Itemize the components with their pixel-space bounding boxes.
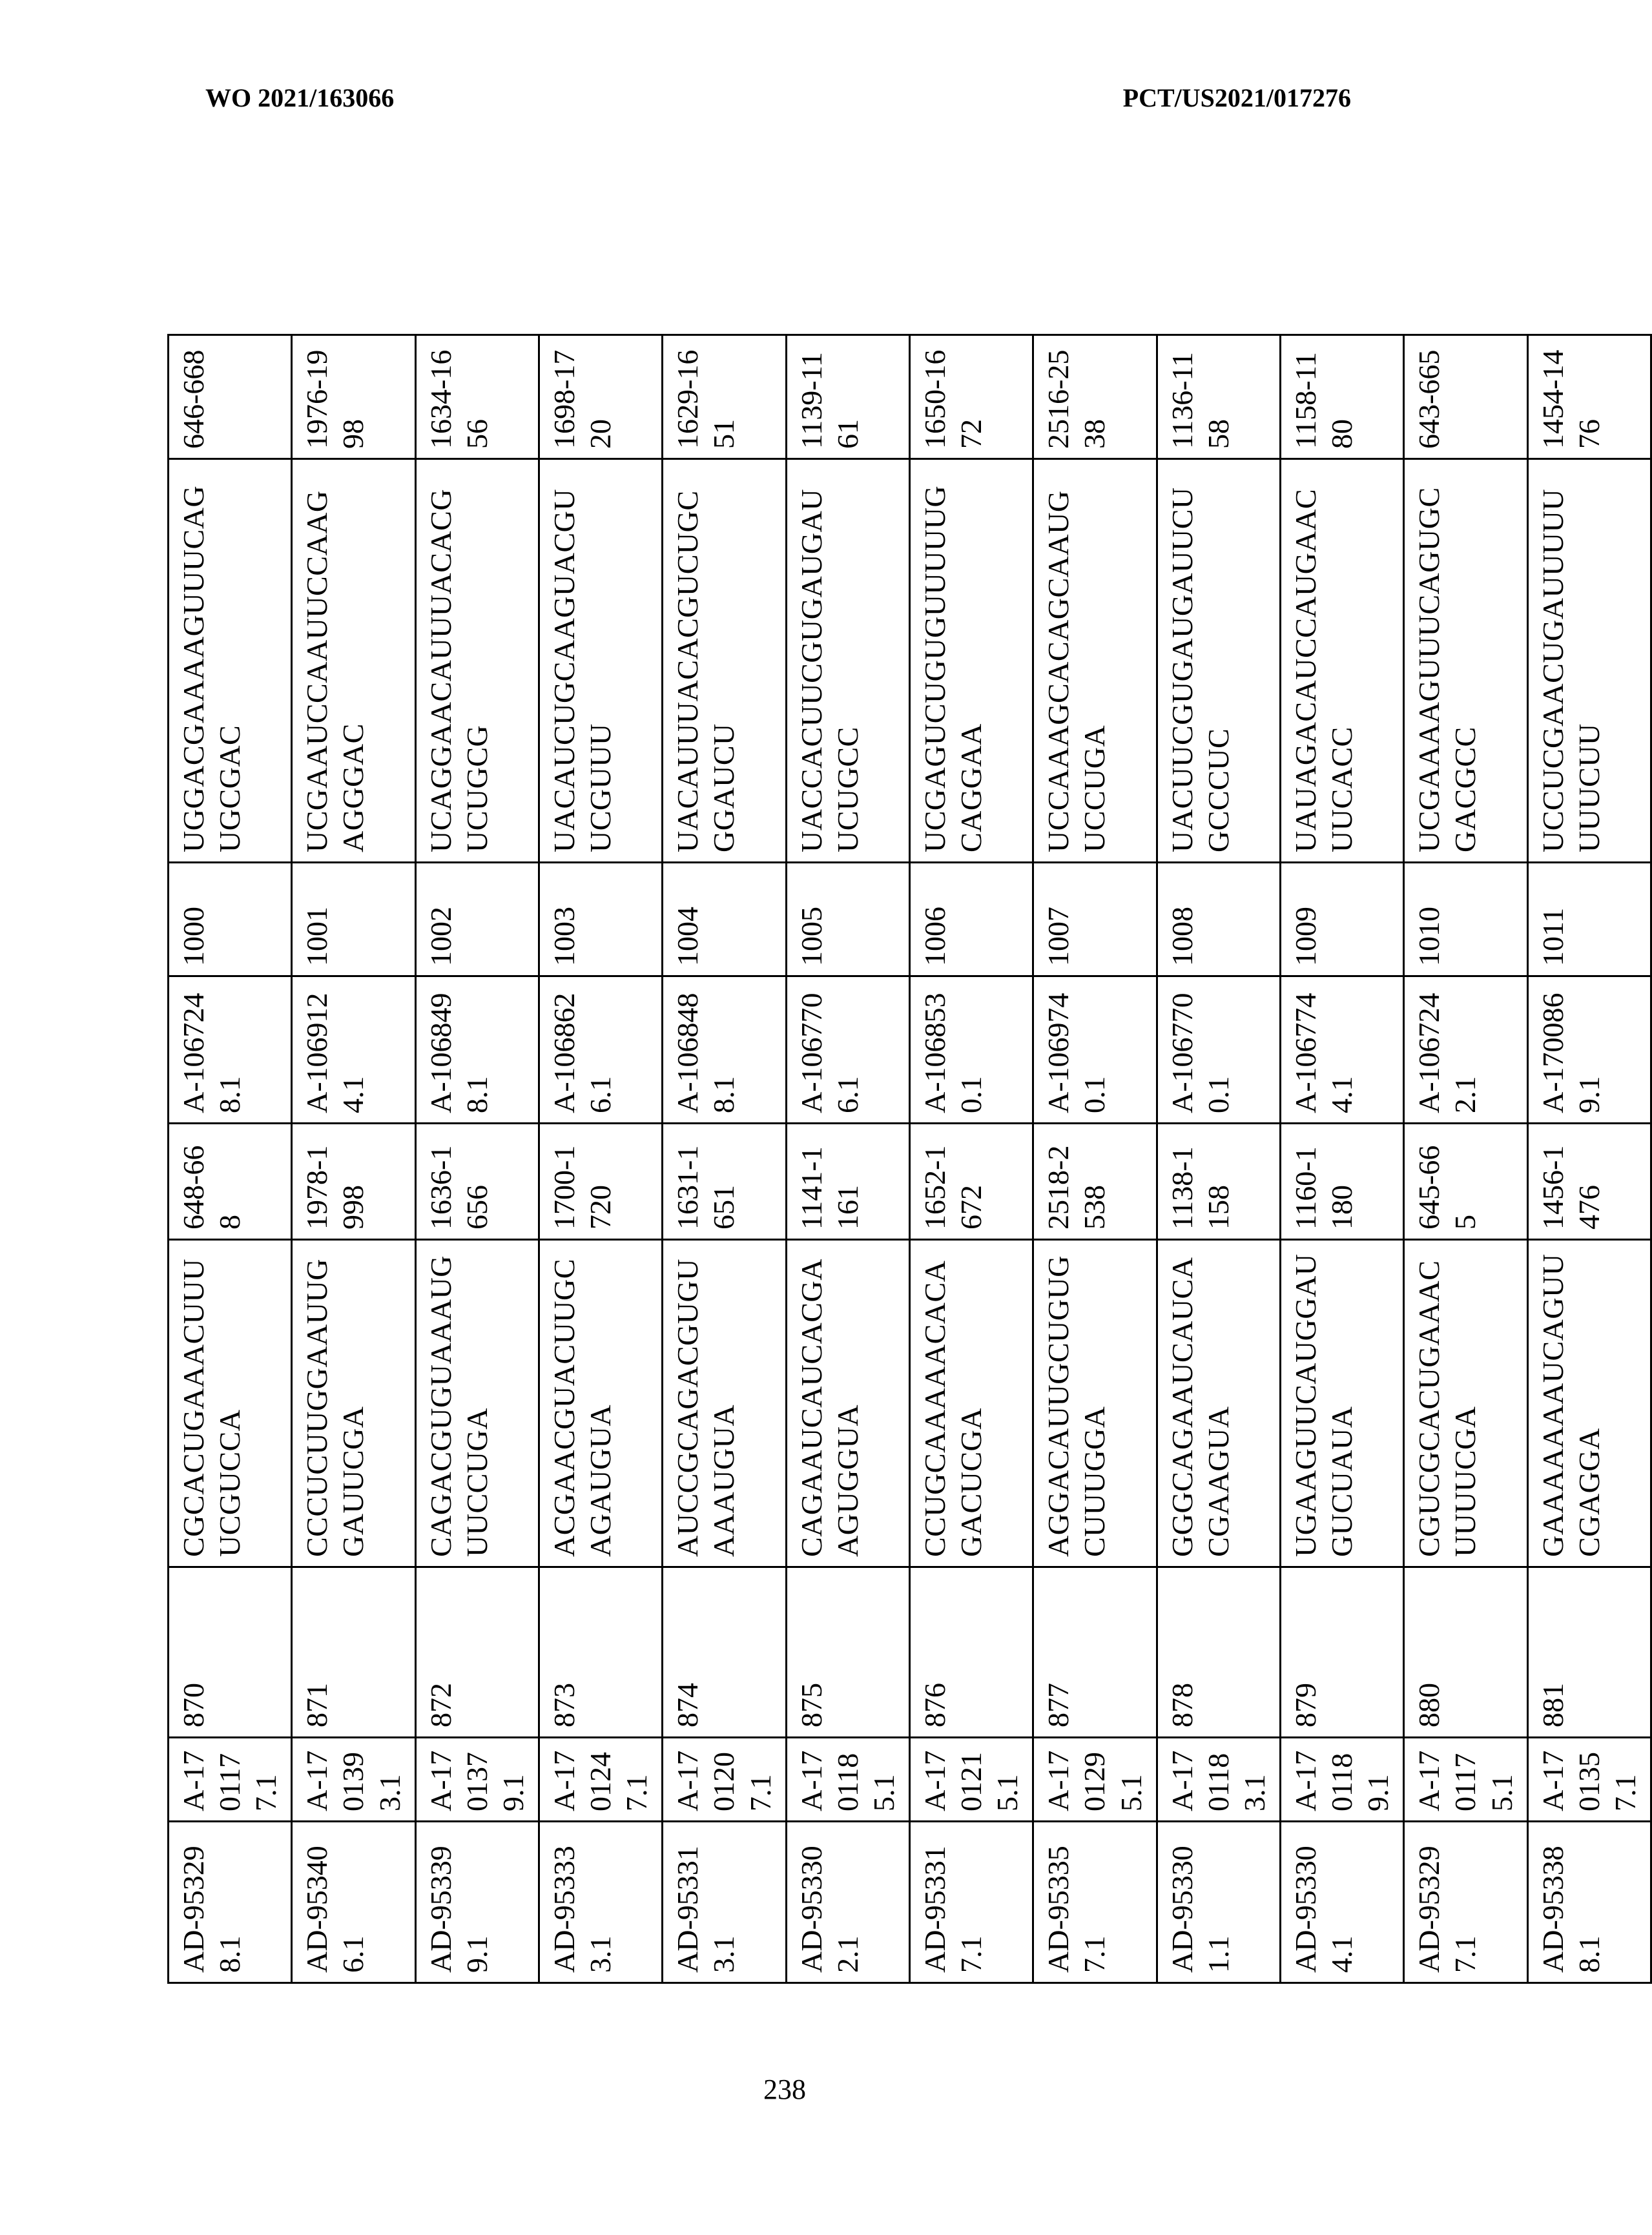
sense-seq-id-cell: 872 — [415, 1567, 539, 1738]
sense-range-cell: 2518-2538 — [1033, 1124, 1157, 1240]
sense-oligo-id-cell: A-1701215.1 — [909, 1738, 1033, 1822]
sense-sequence-cell: CGCACUGAAACUUUUCGUCCA — [169, 1240, 292, 1567]
antisense-sequence-cell: UACAUCUGCAAGUACGUUCGUUU — [539, 459, 662, 863]
antisense-range-cell: 1136-1158 — [1157, 335, 1280, 459]
sense-sequence-cell: AUCCGCAGACGUGUAAAUGUA — [663, 1240, 786, 1567]
table-row — [786, 335, 909, 1983]
table-row — [1527, 335, 1651, 1983]
antisense-seq-id-cell: 1009 — [1280, 863, 1403, 976]
sense-range-cell: 1138-1158 — [1157, 1124, 1280, 1240]
antisense-sequence-cell: UCCUCGAACUGAUUUUUUUUCUU — [1527, 459, 1651, 863]
antisense-range-cell: 1158-1180 — [1280, 335, 1403, 459]
sense-seq-id-cell: 875 — [786, 1567, 909, 1738]
antisense-seq-id-cell: 1004 — [663, 863, 786, 976]
table-row — [663, 335, 786, 1983]
sense-oligo-id-cell: A-1701185.1 — [786, 1738, 909, 1822]
antisense-oligo-id-cell: A-1068488.1 — [663, 976, 786, 1124]
table-body — [169, 335, 1651, 1983]
table-row — [539, 335, 662, 1983]
duplex-id-cell: AD-953388.1 — [1527, 1822, 1651, 1983]
antisense-oligo-id-cell: A-1067242.1 — [1404, 976, 1527, 1124]
sequence-table — [167, 334, 1652, 1984]
sense-oligo-id-cell: A-1701189.1 — [1280, 1738, 1403, 1822]
duplex-id-cell: AD-953333.1 — [539, 1822, 662, 1983]
sense-range-cell: 1978-1998 — [292, 1124, 415, 1240]
sense-range-cell: 1631-1651 — [663, 1124, 786, 1240]
duplex-id-cell: AD-953297.1 — [1404, 1822, 1527, 1983]
table-row — [1404, 335, 1527, 1983]
antisense-range-cell: 1650-1672 — [909, 335, 1033, 459]
sense-oligo-id-cell: A-1701379.1 — [415, 1738, 539, 1822]
sense-range-cell: 1700-1720 — [539, 1124, 662, 1240]
antisense-sequence-cell: UGGACGAAAAGUUUCAGUGCGAC — [169, 459, 292, 863]
antisense-range-cell: 1698-1720 — [539, 335, 662, 459]
sense-sequence-cell: CCCUCUUGGAAUUGGAUUCGA — [292, 1240, 415, 1567]
sense-sequence-cell: GGGCAGAAUCAUCACGAAGUA — [1157, 1240, 1280, 1567]
application-number: PCT/US2021/017276 — [1122, 83, 1351, 112]
sense-range-cell: 1160-1180 — [1280, 1124, 1403, 1240]
antisense-range-cell: 646-668 — [169, 335, 292, 459]
sense-range-cell: 1141-1161 — [786, 1124, 909, 1240]
sense-range-cell: 1636-1656 — [415, 1124, 539, 1240]
sense-sequence-cell: GAAAAAAAUCAGUUCGAGGA — [1527, 1240, 1651, 1567]
duplex-id-cell: AD-953302.1 — [786, 1822, 909, 1983]
antisense-sequence-cell: UACCACUUCGUGAUGAUUCUGCC — [786, 459, 909, 863]
antisense-sequence-cell: UCGAAUCCAAUUCCAAGAGGGAC — [292, 459, 415, 863]
antisense-oligo-id-cell: A-1067744.1 — [1280, 976, 1403, 1124]
antisense-seq-id-cell: 1008 — [1157, 863, 1280, 976]
publication-number: WO 2021/163066 — [205, 83, 395, 112]
duplex-id-cell: AD-953357.1 — [1033, 1822, 1157, 1983]
antisense-oligo-id-cell: A-1068498.1 — [415, 976, 539, 1124]
antisense-seq-id-cell: 1002 — [415, 863, 539, 976]
sense-seq-id-cell: 876 — [909, 1567, 1033, 1738]
sense-oligo-id-cell: A-1701295.1 — [1033, 1738, 1157, 1822]
sense-sequence-cell: AGGACAUUGCUGUGCUUUGGA — [1033, 1240, 1157, 1567]
sense-oligo-id-cell: A-1701183.1 — [1157, 1738, 1280, 1822]
antisense-seq-id-cell: 1005 — [786, 863, 909, 976]
antisense-range-cell: 1454-1476 — [1527, 335, 1651, 459]
table-row — [1157, 335, 1280, 1983]
sense-seq-id-cell: 880 — [1404, 1567, 1527, 1738]
sense-oligo-id-cell: A-1701207.1 — [663, 1738, 786, 1822]
antisense-sequence-cell: UCAGGAACAUUUACACGUCUGCG — [415, 459, 539, 863]
sense-range-cell: 648-668 — [169, 1124, 292, 1240]
sense-sequence-cell: CGUCGCACUGAAACUUUUCGA — [1404, 1240, 1527, 1567]
antisense-seq-id-cell: 1001 — [292, 863, 415, 976]
sense-oligo-id-cell: A-1701247.1 — [539, 1738, 662, 1822]
duplex-id-cell: AD-953317.1 — [909, 1822, 1033, 1983]
antisense-range-cell: 1629-1651 — [663, 335, 786, 459]
sense-seq-id-cell: 877 — [1033, 1567, 1157, 1738]
antisense-seq-id-cell: 1011 — [1527, 863, 1651, 976]
sense-seq-id-cell: 881 — [1527, 1567, 1651, 1738]
sense-seq-id-cell: 878 — [1157, 1567, 1280, 1738]
antisense-sequence-cell: UAUAGACAUCCAUGAACUUCACC — [1280, 459, 1403, 863]
sense-sequence-cell: ACGAACGUACUUGCAGAUGUA — [539, 1240, 662, 1567]
antisense-range-cell: 2516-2538 — [1033, 335, 1157, 459]
antisense-range-cell: 1634-1656 — [415, 335, 539, 459]
sense-seq-id-cell: 874 — [663, 1567, 786, 1738]
antisense-oligo-id-cell: A-1068626.1 — [539, 976, 662, 1124]
antisense-oligo-id-cell: A-1068530.1 — [909, 976, 1033, 1124]
antisense-oligo-id-cell: A-1069740.1 — [1033, 976, 1157, 1124]
sense-oligo-id-cell: A-1701393.1 — [292, 1738, 415, 1822]
antisense-oligo-id-cell: A-1067700.1 — [1157, 976, 1280, 1124]
antisense-oligo-id-cell: A-1067706.1 — [786, 976, 909, 1124]
table-row — [415, 335, 539, 1983]
antisense-sequence-cell: UCGAAAAGUUUCAGUGCGACGCC — [1404, 459, 1527, 863]
antisense-sequence-cell: UACUUCGUGAUGAUUCUGCCCUC — [1157, 459, 1280, 863]
antisense-oligo-id-cell: A-1069124.1 — [292, 976, 415, 1124]
antisense-sequence-cell: UACAUUUACACGUCUGCGGAUCU — [663, 459, 786, 863]
antisense-seq-id-cell: 1000 — [169, 863, 292, 976]
sense-oligo-id-cell: A-1701177.1 — [169, 1738, 292, 1822]
table-row — [1033, 335, 1157, 1983]
antisense-seq-id-cell: 1006 — [909, 863, 1033, 976]
sense-sequence-cell: CAGACGUGUAAAUGUUCCUGA — [415, 1240, 539, 1567]
duplex-id-cell: AD-953399.1 — [415, 1822, 539, 1983]
antisense-range-cell: 643-665 — [1404, 335, 1527, 459]
rotated-table-container — [167, 336, 1642, 1984]
sense-seq-id-cell: 870 — [169, 1567, 292, 1738]
antisense-range-cell: 1976-1998 — [292, 335, 415, 459]
sense-seq-id-cell: 873 — [539, 1567, 662, 1738]
duplex-id-cell: AD-953304.1 — [1280, 1822, 1403, 1983]
antisense-seq-id-cell: 1010 — [1404, 863, 1527, 976]
antisense-oligo-id-cell: A-1067248.1 — [169, 976, 292, 1124]
antisense-oligo-id-cell: A-1700869.1 — [1527, 976, 1651, 1124]
duplex-id-cell: AD-953406.1 — [292, 1822, 415, 1983]
sense-range-cell: 645-665 — [1404, 1124, 1527, 1240]
antisense-range-cell: 1139-1161 — [786, 335, 909, 459]
table-row — [909, 335, 1033, 1983]
duplex-id-cell: AD-953301.1 — [1157, 1822, 1280, 1983]
antisense-seq-id-cell: 1007 — [1033, 863, 1157, 976]
antisense-seq-id-cell: 1003 — [539, 863, 662, 976]
sense-sequence-cell: CCUGCAAAAACACAGACUCGA — [909, 1240, 1033, 1567]
antisense-sequence-cell: UCGAGUCUGUGUUUUUGCAGGAA — [909, 459, 1033, 863]
table-row — [169, 335, 292, 1983]
sense-oligo-id-cell: A-1701175.1 — [1404, 1738, 1527, 1822]
sense-oligo-id-cell: A-1701357.1 — [1527, 1738, 1651, 1822]
table-row — [1280, 335, 1403, 1983]
sense-seq-id-cell: 871 — [292, 1567, 415, 1738]
antisense-sequence-cell: UCCAAAGCACAGCAAUGUCCUGA — [1033, 459, 1157, 863]
sense-range-cell: 1456-1476 — [1527, 1124, 1651, 1240]
sense-range-cell: 1652-1672 — [909, 1124, 1033, 1240]
duplex-id-cell: AD-953313.1 — [663, 1822, 786, 1983]
sense-sequence-cell: CAGAAUCAUCACGAAGUGGUA — [786, 1240, 909, 1567]
table-row — [292, 335, 415, 1983]
sense-sequence-cell: UGAAGUUCAUGGAUGUCUAUA — [1280, 1240, 1403, 1567]
sense-seq-id-cell: 879 — [1280, 1567, 1403, 1738]
page-number: 238 — [763, 2074, 806, 2105]
duplex-id-cell: AD-953298.1 — [169, 1822, 292, 1983]
